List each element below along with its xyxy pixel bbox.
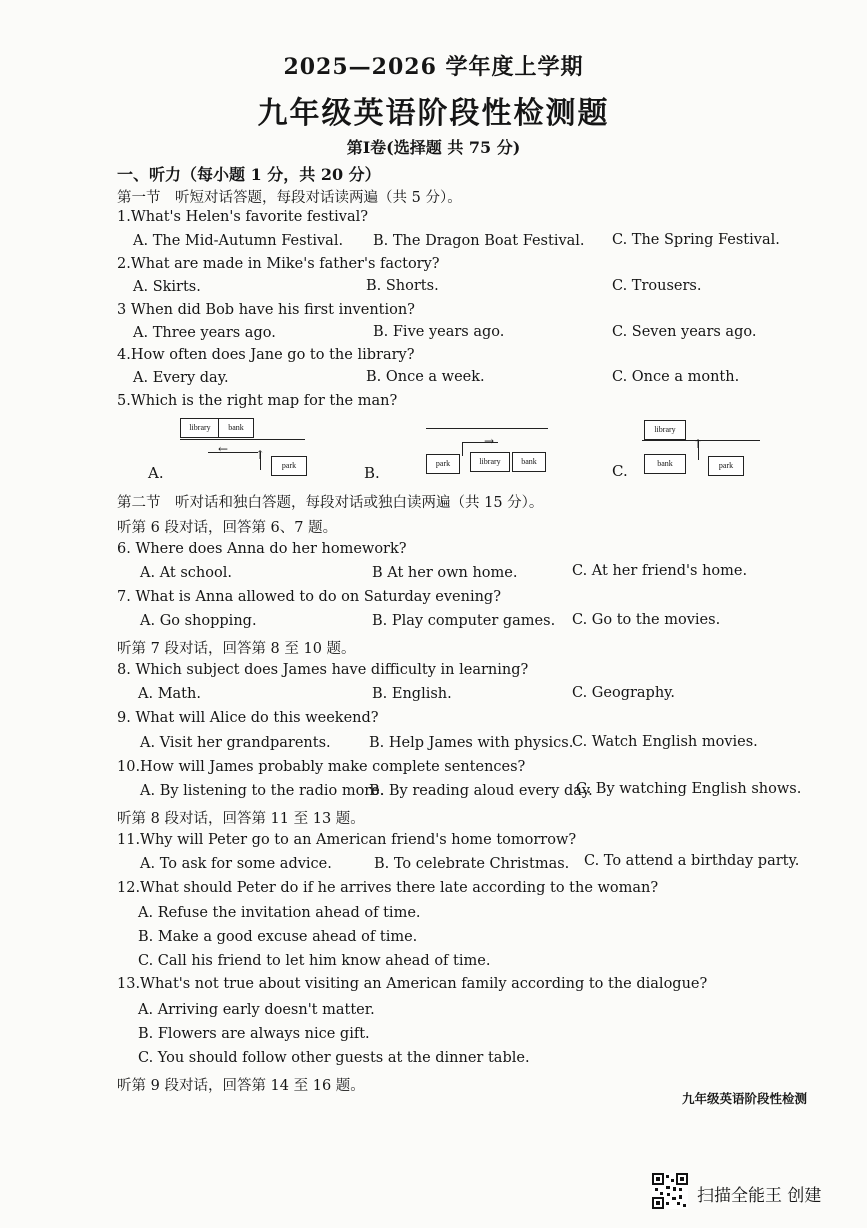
map-c-library: library <box>644 420 686 440</box>
footer-page-label: 九年级英语阶段性检测 <box>682 1091 808 1106</box>
option-6b[interactable]: B At her own home. <box>372 565 518 581</box>
map-b-road-top <box>426 428 548 429</box>
option-9b[interactable]: B. Help James with physics. <box>369 735 574 751</box>
question-12: 12.What should Peter do if he arrives there late according to the woman? <box>117 880 659 896</box>
scanner-watermark: 扫描全能王 创建 <box>697 1186 822 1206</box>
option-2c[interactable]: C. Trousers. <box>612 278 702 294</box>
dialogue-7-instruction: 听第 7 段对话，回答第 8 至 10 题。 <box>117 641 356 657</box>
question-8: 8. Which subject does James have difficulty in learning? <box>117 662 529 678</box>
option-6a[interactable]: A. At school. <box>140 565 232 581</box>
question-10: 10.How will James probably make complete sentences? <box>117 759 526 775</box>
part2-instruction: 第二节 听对话和独白答题，每段对话或独白读两遍（共 15 分）。 <box>117 495 544 511</box>
option-8c[interactable]: C. Geography. <box>572 685 676 701</box>
part1-instruction: 第一节 听短对话答题，每段对话读两遍（共 5 分）。 <box>117 190 462 206</box>
map-a-library: library <box>180 418 220 438</box>
option-7c[interactable]: C. Go to the movies. <box>572 612 721 628</box>
option-1c[interactable]: C. The Spring Festival. <box>612 232 780 248</box>
option-4b[interactable]: B. Once a week. <box>366 369 485 385</box>
question-2: 2.What are made in Mike's father's factory? <box>117 256 440 272</box>
question-6: 6. Where does Anna do her homework? <box>117 541 407 557</box>
map-a <box>180 418 310 478</box>
section-listening-title: 一、听力（每小题 1 分，共 20 分） <box>117 165 381 184</box>
option-5b[interactable]: B. <box>364 464 380 482</box>
option-13b[interactable]: B. Flowers are always nice gift. <box>138 1026 370 1042</box>
map-b-bank: bank <box>512 452 546 472</box>
option-4a[interactable]: A. Every day. <box>133 370 229 386</box>
map-a-arrow-left-icon: ← <box>218 442 229 456</box>
map-b-arrow-right-icon: → <box>484 434 495 448</box>
map-c-bank: bank <box>644 454 686 474</box>
qr-code-icon <box>652 1173 688 1209</box>
option-12c[interactable]: C. Call his friend to let him know ahead of time. <box>138 953 491 969</box>
school-year: 2025—2026 学年度上学期 <box>283 54 584 80</box>
map-b-park: park <box>426 454 460 474</box>
dialogue-6-instruction: 听第 6 段对话，回答第 6、7 题。 <box>117 520 338 536</box>
option-9c[interactable]: C. Watch English movies. <box>572 734 758 750</box>
question-5: 5.Which is the right map for the man? <box>117 393 398 409</box>
question-3: 3 When did Bob have his first invention? <box>117 302 415 318</box>
map-b-path <box>462 442 463 456</box>
dialogue-8-instruction: 听第 8 段对话，回答第 11 至 13 题。 <box>117 811 365 827</box>
option-10b[interactable]: B. By reading aloud every day. <box>369 783 593 799</box>
map-b-library: library <box>470 452 510 472</box>
option-8a[interactable]: A. Math. <box>138 686 201 702</box>
option-11b[interactable]: B. To celebrate Christmas. <box>374 856 570 872</box>
option-5a[interactable]: A. <box>148 464 164 482</box>
map-a-arrow-up-icon: ↑ <box>255 448 266 462</box>
paper-part: 第Ⅰ卷(选择题 共 75 分) <box>346 138 521 157</box>
map-c-park: park <box>708 456 744 476</box>
option-12a[interactable]: A. Refuse the invitation ahead of time. <box>138 905 421 921</box>
question-9: 9. What will Alice do this weekend? <box>117 710 379 726</box>
option-3c[interactable]: C. Seven years ago. <box>612 324 757 340</box>
option-13a[interactable]: A. Arriving early doesn't matter. <box>138 1002 375 1018</box>
option-4c[interactable]: C. Once a month. <box>612 369 740 385</box>
option-11a[interactable]: A. To ask for some advice. <box>140 856 332 872</box>
option-6c[interactable]: C. At her friend's home. <box>572 563 748 579</box>
map-c <box>642 420 762 476</box>
option-2b[interactable]: B. Shorts. <box>366 278 439 294</box>
option-1a[interactable]: A. The Mid-Autumn Festival. <box>133 233 344 249</box>
map-c-arrow-up-icon: ↑ <box>693 437 704 451</box>
question-13: 13.What's not true about visiting an American family according to the dialogue? <box>117 976 708 992</box>
map-a-road-lower <box>208 452 258 453</box>
map-a-park: park <box>271 456 307 476</box>
question-11: 11.Why will Peter go to an American friend's home tomorrow? <box>117 832 577 848</box>
exam-title: 九年级英语阶段性检测题 <box>257 96 610 131</box>
option-3b[interactable]: B. Five years ago. <box>373 324 505 340</box>
dialogue-9-instruction: 听第 9 段对话，回答第 14 至 16 题。 <box>117 1078 365 1094</box>
option-8b[interactable]: B. English. <box>372 686 452 702</box>
option-7a[interactable]: A. Go shopping. <box>140 613 257 629</box>
question-4: 4.How often does Jane go to the library? <box>117 347 415 363</box>
option-10c[interactable]: C. By watching English shows. <box>576 781 802 797</box>
option-5c[interactable]: C. <box>612 462 628 480</box>
map-a-bank: bank <box>218 418 254 438</box>
option-9a[interactable]: A. Visit her grandparents. <box>140 735 331 751</box>
map-a-road <box>180 439 305 440</box>
option-12b[interactable]: B. Make a good excuse ahead of time. <box>138 929 418 945</box>
option-13c[interactable]: C. You should follow other guests at the dinner table. <box>138 1050 530 1066</box>
map-b <box>426 428 550 476</box>
option-11c[interactable]: C. To attend a birthday party. <box>584 853 800 869</box>
option-2a[interactable]: A. Skirts. <box>133 279 201 295</box>
option-3a[interactable]: A. Three years ago. <box>133 325 276 341</box>
option-1b[interactable]: B. The Dragon Boat Festival. <box>373 233 585 249</box>
question-7: 7. What is Anna allowed to do on Saturday evening? <box>117 589 501 605</box>
question-1: 1.What's Helen's favorite festival? <box>117 209 369 225</box>
option-7b[interactable]: B. Play computer games. <box>372 613 556 629</box>
option-10a[interactable]: A. By listening to the radio more. <box>140 783 385 799</box>
